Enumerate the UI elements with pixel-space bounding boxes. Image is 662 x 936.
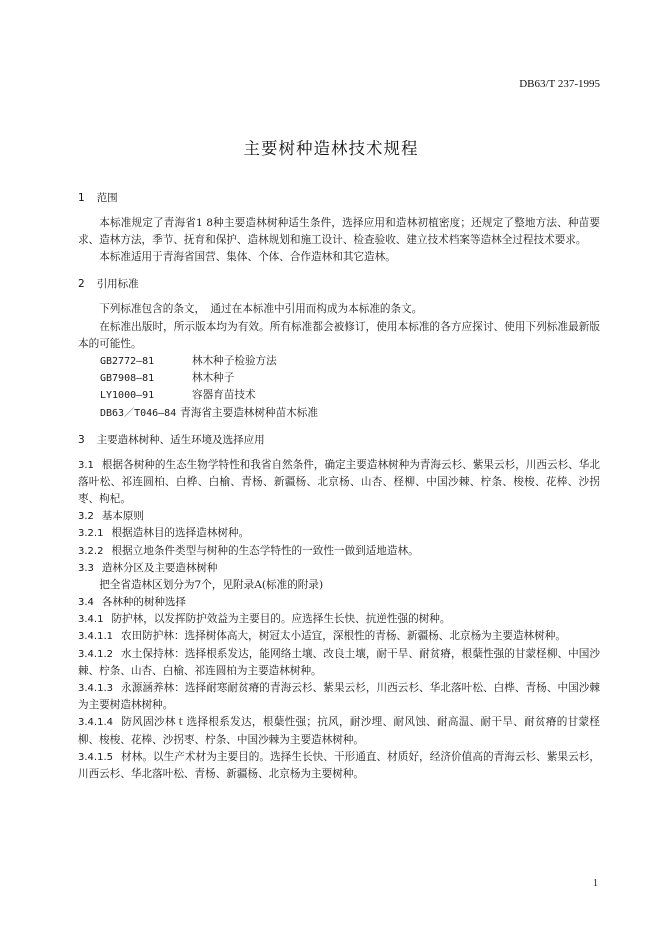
section-title: 引用标准 (96, 278, 139, 291)
clause-text: 把全省造林区划分为7个，见附录A(标准的附录) (99, 578, 324, 591)
paragraph: 本标准适用于青海省国营、集体、个体、合作造林和其它造林。 (99, 251, 396, 264)
section-title: 范围 (96, 192, 118, 204)
clause (78, 543, 600, 560)
reference-code: LY1000—91 (100, 390, 155, 402)
section-title: 主要造林树种、适生环境及选择应用 (96, 433, 265, 446)
clause-text: 水土保持林：选择根系发达，能网络土壤、改良土壤，耐干旱、耐贫瘠，根蘖性强的甘蒙柽柳、中国沙棘、柠条、山杏、白榆、祁连圆柏为主要造林树种。 (78, 647, 600, 677)
clause (78, 646, 600, 680)
reference-name: 林木种子 (192, 372, 235, 385)
clause (78, 525, 600, 542)
clause-text: 基本原则 (101, 510, 144, 523)
paragraph: 下列标准包含的条文， 通过在本标准中引用而构成为本标准的条文。 (99, 303, 423, 316)
clause (78, 611, 600, 628)
reference-name: 林木种子检验方法 (192, 354, 277, 367)
paragraph: 本标准规定了青海省1 8种主要造林树种适生条件，选择应用和造林初植密度；还规定了整地方法、种苗要求、造林方法，季节、抚育和保护、造林规划和施工设计、检查验收、建立技术档案等造林全过程技术要求。 (78, 217, 600, 247)
reference-name: 容器育苗技术 (192, 389, 256, 402)
clause (78, 714, 600, 748)
clause-number: 3.3 (78, 562, 94, 574)
paragraph: 在标准出版时，所示版本均为有效。所有标准都会被修订，使用本标准的各方应探讨、使用下列标准最新版本的可能性。 (78, 320, 600, 350)
section-heading (78, 432, 600, 449)
reference-code: GB7908—81 (100, 373, 155, 385)
document-body (78, 190, 600, 783)
section-number: 3 (78, 433, 85, 446)
clause-number: 3.4.1 (78, 614, 104, 626)
section-heading (78, 276, 600, 293)
clause (78, 457, 600, 509)
section-heading (78, 190, 600, 207)
reference-code: DB63／T046—84 (100, 407, 177, 419)
clause-text: 农田防护林：选择树体高大，树冠太小适宜，深根性的青杨、新疆杨、北京杨为主要造林树种。 (121, 630, 566, 643)
clause-text: 根据造林目的选择造林树种。 (111, 527, 250, 540)
clause-number: 3.4.1.1 (78, 631, 113, 643)
clause-number: 3.2 (78, 511, 94, 523)
clause-number: 3.4.1.5 (78, 751, 113, 763)
reference-item (78, 405, 600, 422)
page-number: 1 (593, 878, 598, 889)
reference-code: GB2772—81 (100, 355, 155, 367)
clause-number: 3.1 (78, 459, 94, 471)
clause-number: 3.4.1.2 (78, 648, 113, 660)
clause-number: 3.2.1 (78, 528, 104, 540)
clause-heading (78, 508, 600, 525)
clause-number: 3.4 (78, 597, 94, 609)
clause-heading (78, 560, 600, 577)
reference-name: 青海省主要造林树种苗木标准 (180, 406, 318, 419)
clause-text: 防风固沙林ｔ选择根系发达，根蘖性强；抗风，耐沙埋、耐风蚀、耐高温、耐干旱、耐贫瘠的甘蒙柽柳、梭梭、花棒、沙拐枣、柠条、中国沙棘为主要造林树种。 (78, 716, 600, 746)
reference-item (78, 370, 600, 387)
clause-text: 根据立地条件类型与树种的生态学特性的一致性一做到适地造林。 (111, 544, 419, 557)
clause-number: 3.4.1.4 (78, 717, 113, 729)
clause-number: 3.4.1.3 (78, 683, 113, 694)
clause-text: 材林。以生产术材为主要目的。选择生长快、干形通直、材质好，经济价值高的青海云杉、紫果云杉，川西云杉、华北落叶松、青杨、新疆杨、北京杨为主要树种。 (78, 750, 600, 780)
clause-number: 3.2.2 (78, 545, 104, 557)
clause-heading (78, 594, 600, 611)
reference-item (78, 353, 600, 370)
document-title: 主要树种造林技术规程 (243, 139, 419, 158)
clause-text: 防护林，以发挥防护效益为主要目的。应选择生长快、抗逆性强的树种。 (111, 613, 451, 626)
clause-text: 根据各树种的生态生物学特性和我省自然条件，确定主要造林树种为青海云杉、紫果云杉，川西云杉、华北落叶松、祁连圆柏、白桦、白榆、青杨、新疆杨、北京杨、山杏、柽柳、中国沙棘、柠条、梭梭、花棒、沙拐枣、枸杞。 (78, 458, 600, 506)
clause (78, 628, 600, 645)
section-number: 2 (78, 278, 85, 291)
clause (78, 749, 600, 783)
reference-item (78, 387, 600, 404)
clause (78, 680, 600, 714)
clause (78, 577, 600, 594)
clause-text: 永源涵养林：选择耐寒耐贫瘠的青海云杉、紫果云杉，川西云杉、华北落叶松、白桦、青杨、中国沙棘为主要树造林树种。 (78, 682, 600, 712)
standard-code: DB63/T 237-1995 (519, 78, 600, 90)
clause-text: 各林种的树种选择 (101, 596, 186, 609)
clause-text: 造林分区及主要造林树种 (101, 561, 218, 574)
section-number: 1 (78, 192, 85, 204)
